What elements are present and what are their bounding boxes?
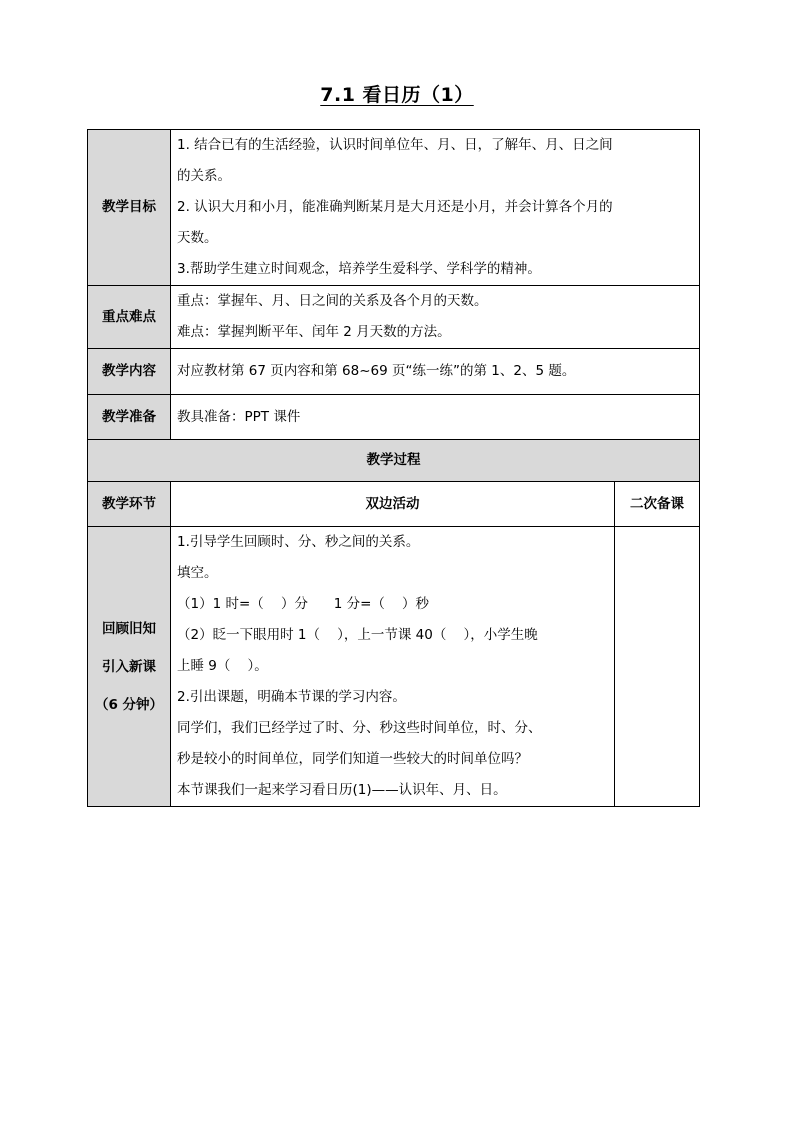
- stage1-label-line: 引入新课: [102, 658, 156, 675]
- content-row: [88, 349, 700, 395]
- activity-line: 填空。: [177, 565, 218, 581]
- stage1-row: [88, 527, 700, 807]
- goals-content: [171, 130, 700, 286]
- keypoints-line: 难点：掌握判断平年、闰年 2 月天数的方法。: [177, 324, 451, 340]
- goals-line: 2. 认识大月和小月，能准确判断某月是大月还是小月，并会计算各个月的: [177, 199, 613, 215]
- stage1-notes: [615, 527, 700, 807]
- page-title: [0, 80, 794, 107]
- goals-line: 3.帮助学生建立时间观念，培养学生爱科学、学科学的精神。: [177, 261, 541, 277]
- notes-header: 二次备课: [615, 482, 700, 527]
- process-header-row: [88, 482, 700, 527]
- activity-line: 本节课我们一起来学习看日历(1)——认识年、月、日。: [177, 782, 507, 798]
- stage-header: 教学环节: [88, 482, 171, 527]
- keypoints-content: [171, 286, 700, 349]
- prep-text: 教具准备：PPT 课件: [171, 395, 700, 440]
- activity-line: （1）1 时=（ ）分 1 分=（ ）秒: [177, 596, 430, 612]
- process-banner-row: [88, 440, 700, 482]
- goals-line: 的关系。: [177, 168, 231, 184]
- prep-row: [88, 395, 700, 440]
- stage1-label-line: 回顾旧知: [102, 620, 156, 637]
- goals-label: 教学目标: [88, 130, 171, 286]
- stage1-label-line: （6 分钟）: [94, 696, 164, 713]
- keypoints-label: 重点难点: [88, 286, 171, 349]
- activity-line: 上睡 9（ ）。: [177, 658, 268, 674]
- goals-row: [88, 130, 700, 286]
- activity-line: 2.引出课题，明确本节课的学习内容。: [177, 689, 406, 705]
- content-text: 对应教材第 67 页内容和第 68~69 页“练一练”的第 1、2、5 题。: [171, 349, 700, 395]
- stage1-activity: [171, 527, 615, 807]
- lesson-plan-table: [87, 129, 700, 807]
- goals-line: 1. 结合已有的生活经验，认识时间单位年、月、日，了解年、月、日之间: [177, 137, 613, 153]
- content-label: 教学内容: [88, 349, 171, 395]
- activity-line: 1.引导学生回顾时、分、秒之间的关系。: [177, 534, 420, 550]
- process-banner: 教学过程: [88, 440, 700, 482]
- activity-line: （2）眨一下眼用时 1（ ），上一节课 40（ ），小学生晚: [177, 627, 538, 643]
- activity-header: 双边活动: [171, 482, 615, 527]
- keypoints-line: 重点：掌握年、月、日之间的关系及各个月的天数。: [177, 293, 488, 309]
- stage1-label: [88, 527, 171, 807]
- activity-line: 同学们，我们已经学过了时、分、秒这些时间单位，时、分、: [177, 720, 542, 736]
- title-text: 7.1 看日历（1）: [320, 84, 474, 106]
- prep-label: 教学准备: [88, 395, 171, 440]
- goals-line: 天数。: [177, 230, 218, 246]
- keypoints-row: [88, 286, 700, 349]
- activity-line: 秒是较小的时间单位，同学们知道一些较大的时间单位吗？: [177, 751, 528, 767]
